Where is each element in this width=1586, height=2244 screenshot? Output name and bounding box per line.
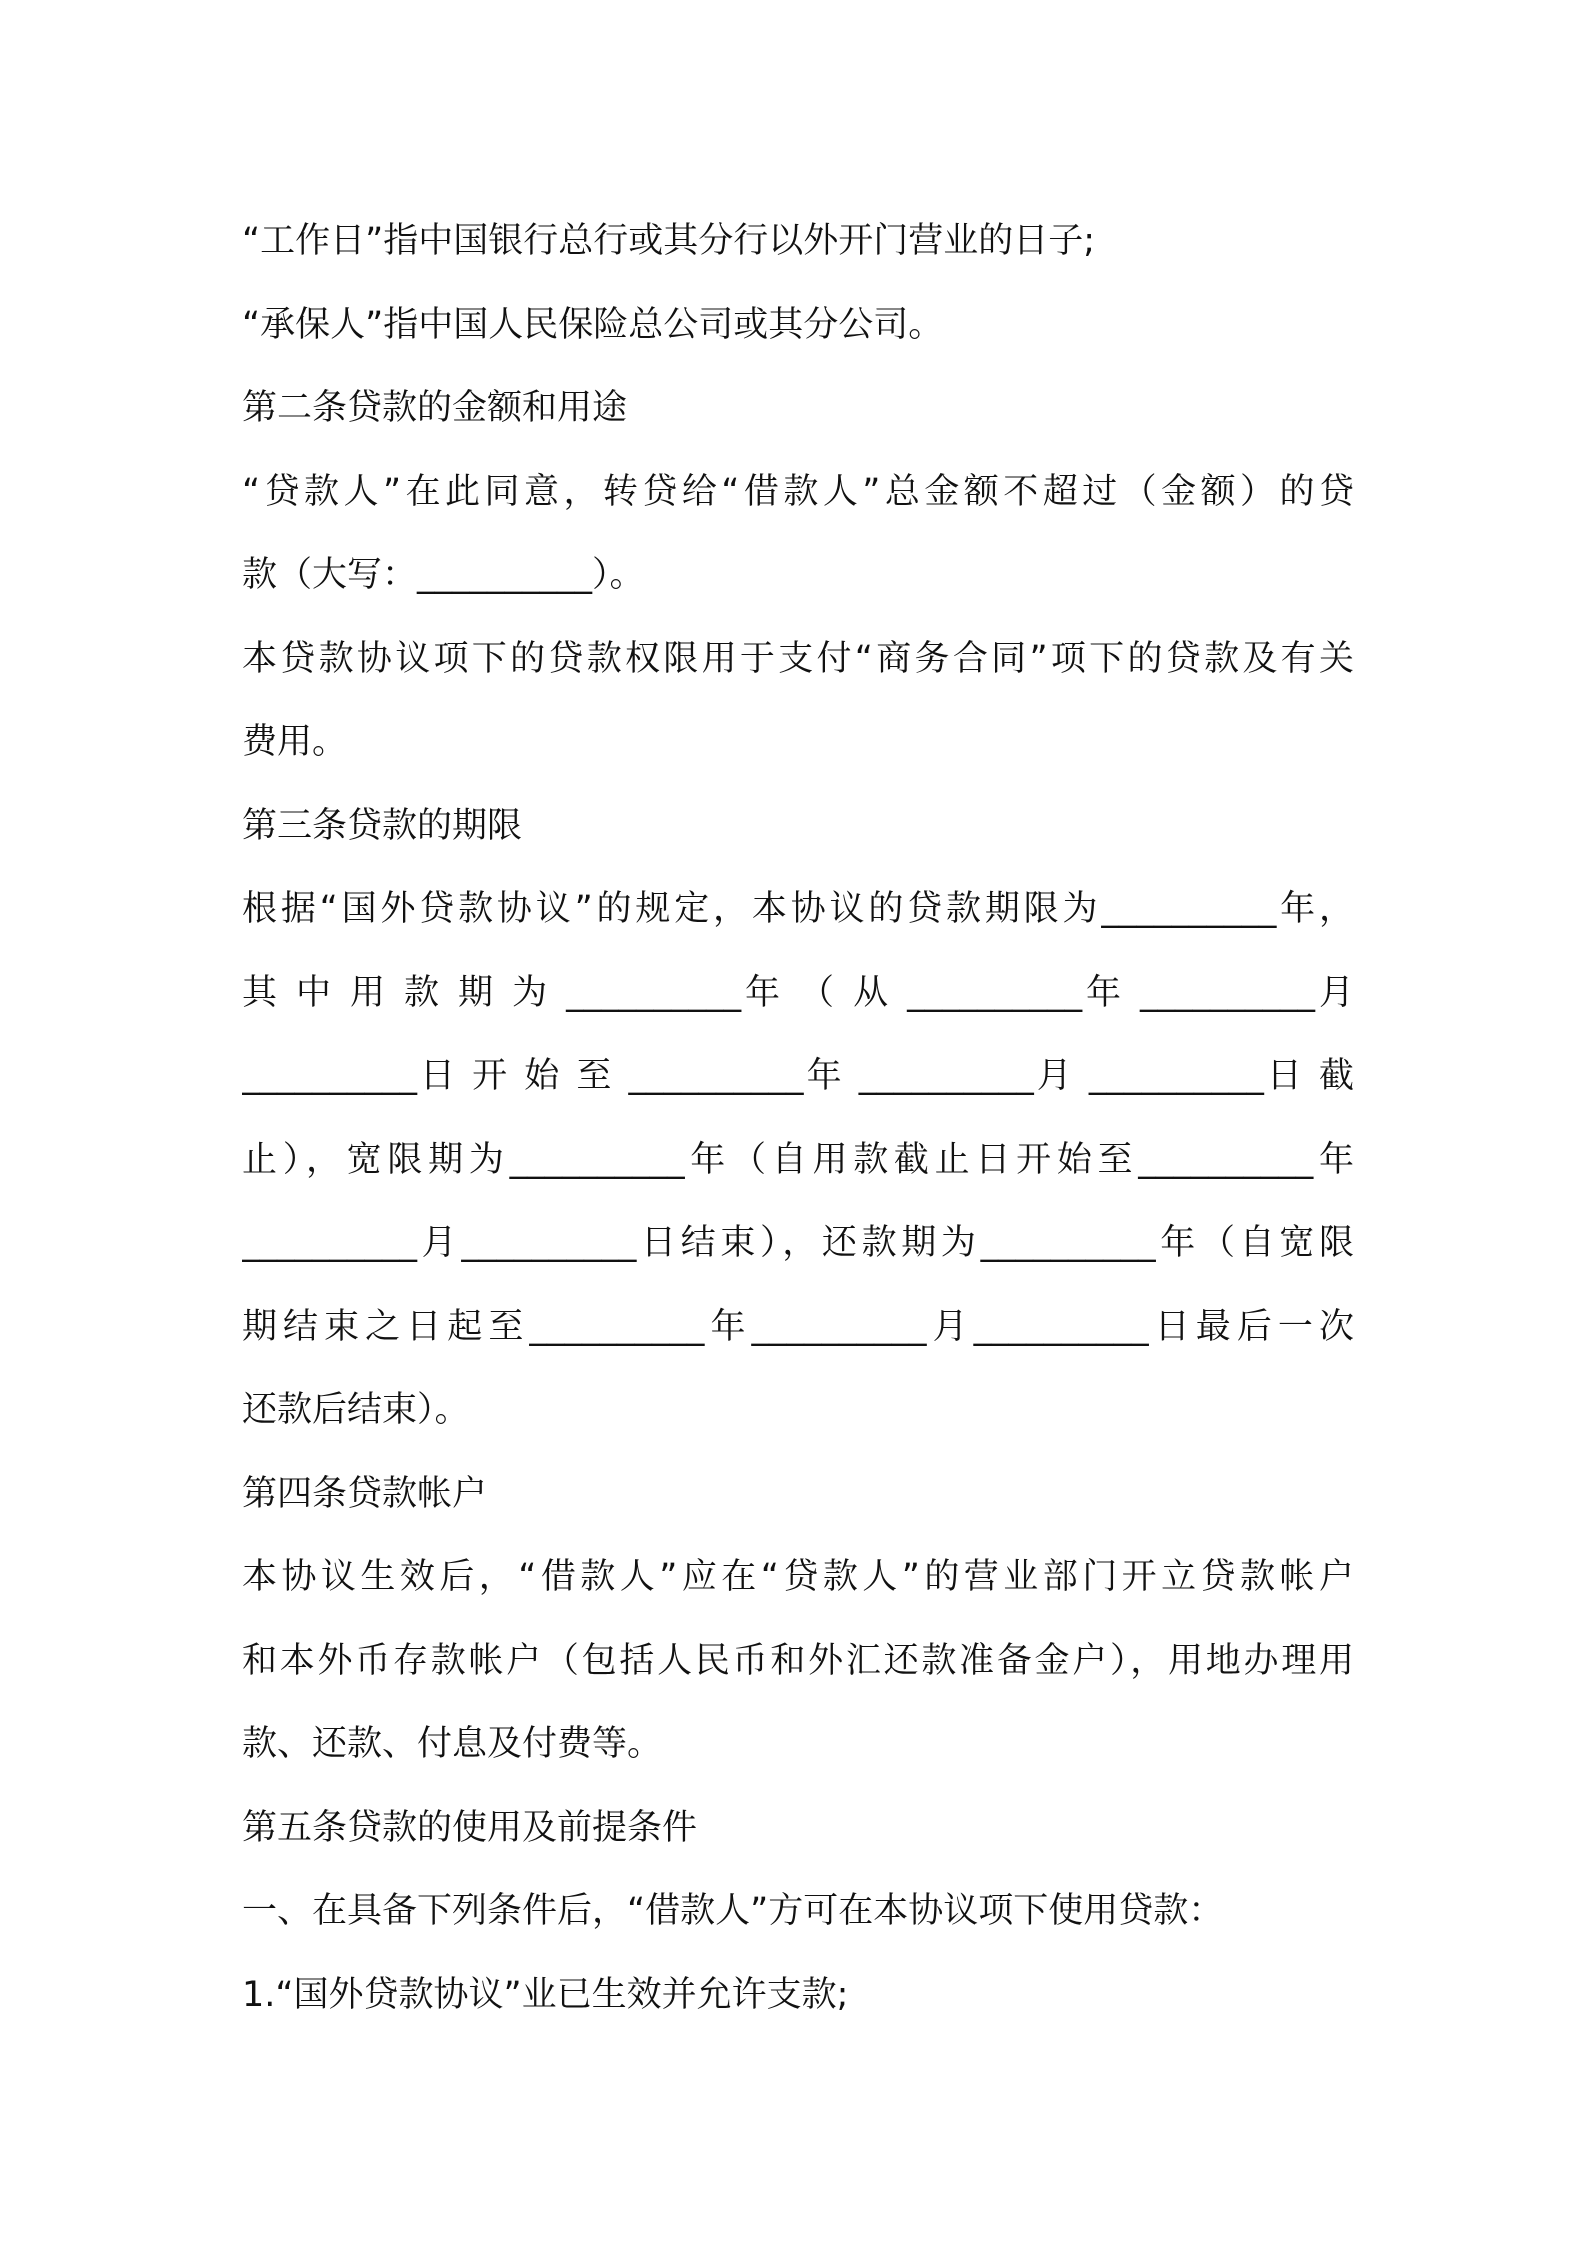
text-line: 根据“国外贷款协议”的规定，本协议的贷款期限为__________年， (242, 889, 1354, 929)
text-line: 还款后结束）。 (242, 1390, 470, 1430)
text-line: 一、在具备下列条件后，“借款人”方可在本协议项下使用贷款： (242, 1891, 1224, 1931)
text-line: “承保人”指中国人民保险总公司或其分公司。 (242, 304, 944, 345)
text-line: 和本外币存款帐户（包括人民币和外汇还款准备金户），用地办理用 (242, 1640, 1354, 1681)
text-line: 第三条贷款的期限 (242, 805, 523, 846)
text-line: 期结束之日起至__________年__________月__________日最后一次 (242, 1306, 1354, 1347)
text-line: “贷款人”在此同意，转贷给“借款人”总金额不超过（金额）的贷 (242, 471, 1354, 512)
text-line: 第五条贷款的使用及前提条件 (242, 1807, 698, 1848)
text-line: 款、还款、付息及付费等。 (242, 1724, 663, 1764)
text-line: “工作日”指中国银行总行或其分行以外开门营业的日子; (242, 221, 1096, 261)
document-body (242, 200, 1354, 2037)
text-line: __________月__________日结束），还款期为__________年（自宽限 (242, 1223, 1354, 1263)
text-line: 款（大写：__________）。 (242, 555, 645, 595)
text-line: 止），宽限期为__________年（自用款截止日开始至__________年 (242, 1139, 1354, 1180)
text-line: 1.“国外贷款协议”业已生效并允许支款; (242, 1974, 849, 2015)
text-line: 第四条贷款帐户 (242, 1473, 488, 1514)
text-line: __________日 开 始 至 __________年 __________月 __________日 截 (242, 1056, 1354, 1096)
text-line: 本协议生效后，“借款人”应在“贷款人”的营业部门开立贷款帐户 (242, 1557, 1354, 1597)
text-line: 其 中 用 款 期 为 __________年 （ 从 __________年 __________月 (242, 972, 1354, 1013)
text-line: 本贷款协议项下的贷款权限用于支付“商务合同”项下的贷款及有关 (242, 638, 1354, 679)
document-page (242, 200, 1354, 2037)
text-line: 费用。 (242, 722, 348, 762)
text-line: 第二条贷款的金额和用途 (242, 388, 628, 428)
